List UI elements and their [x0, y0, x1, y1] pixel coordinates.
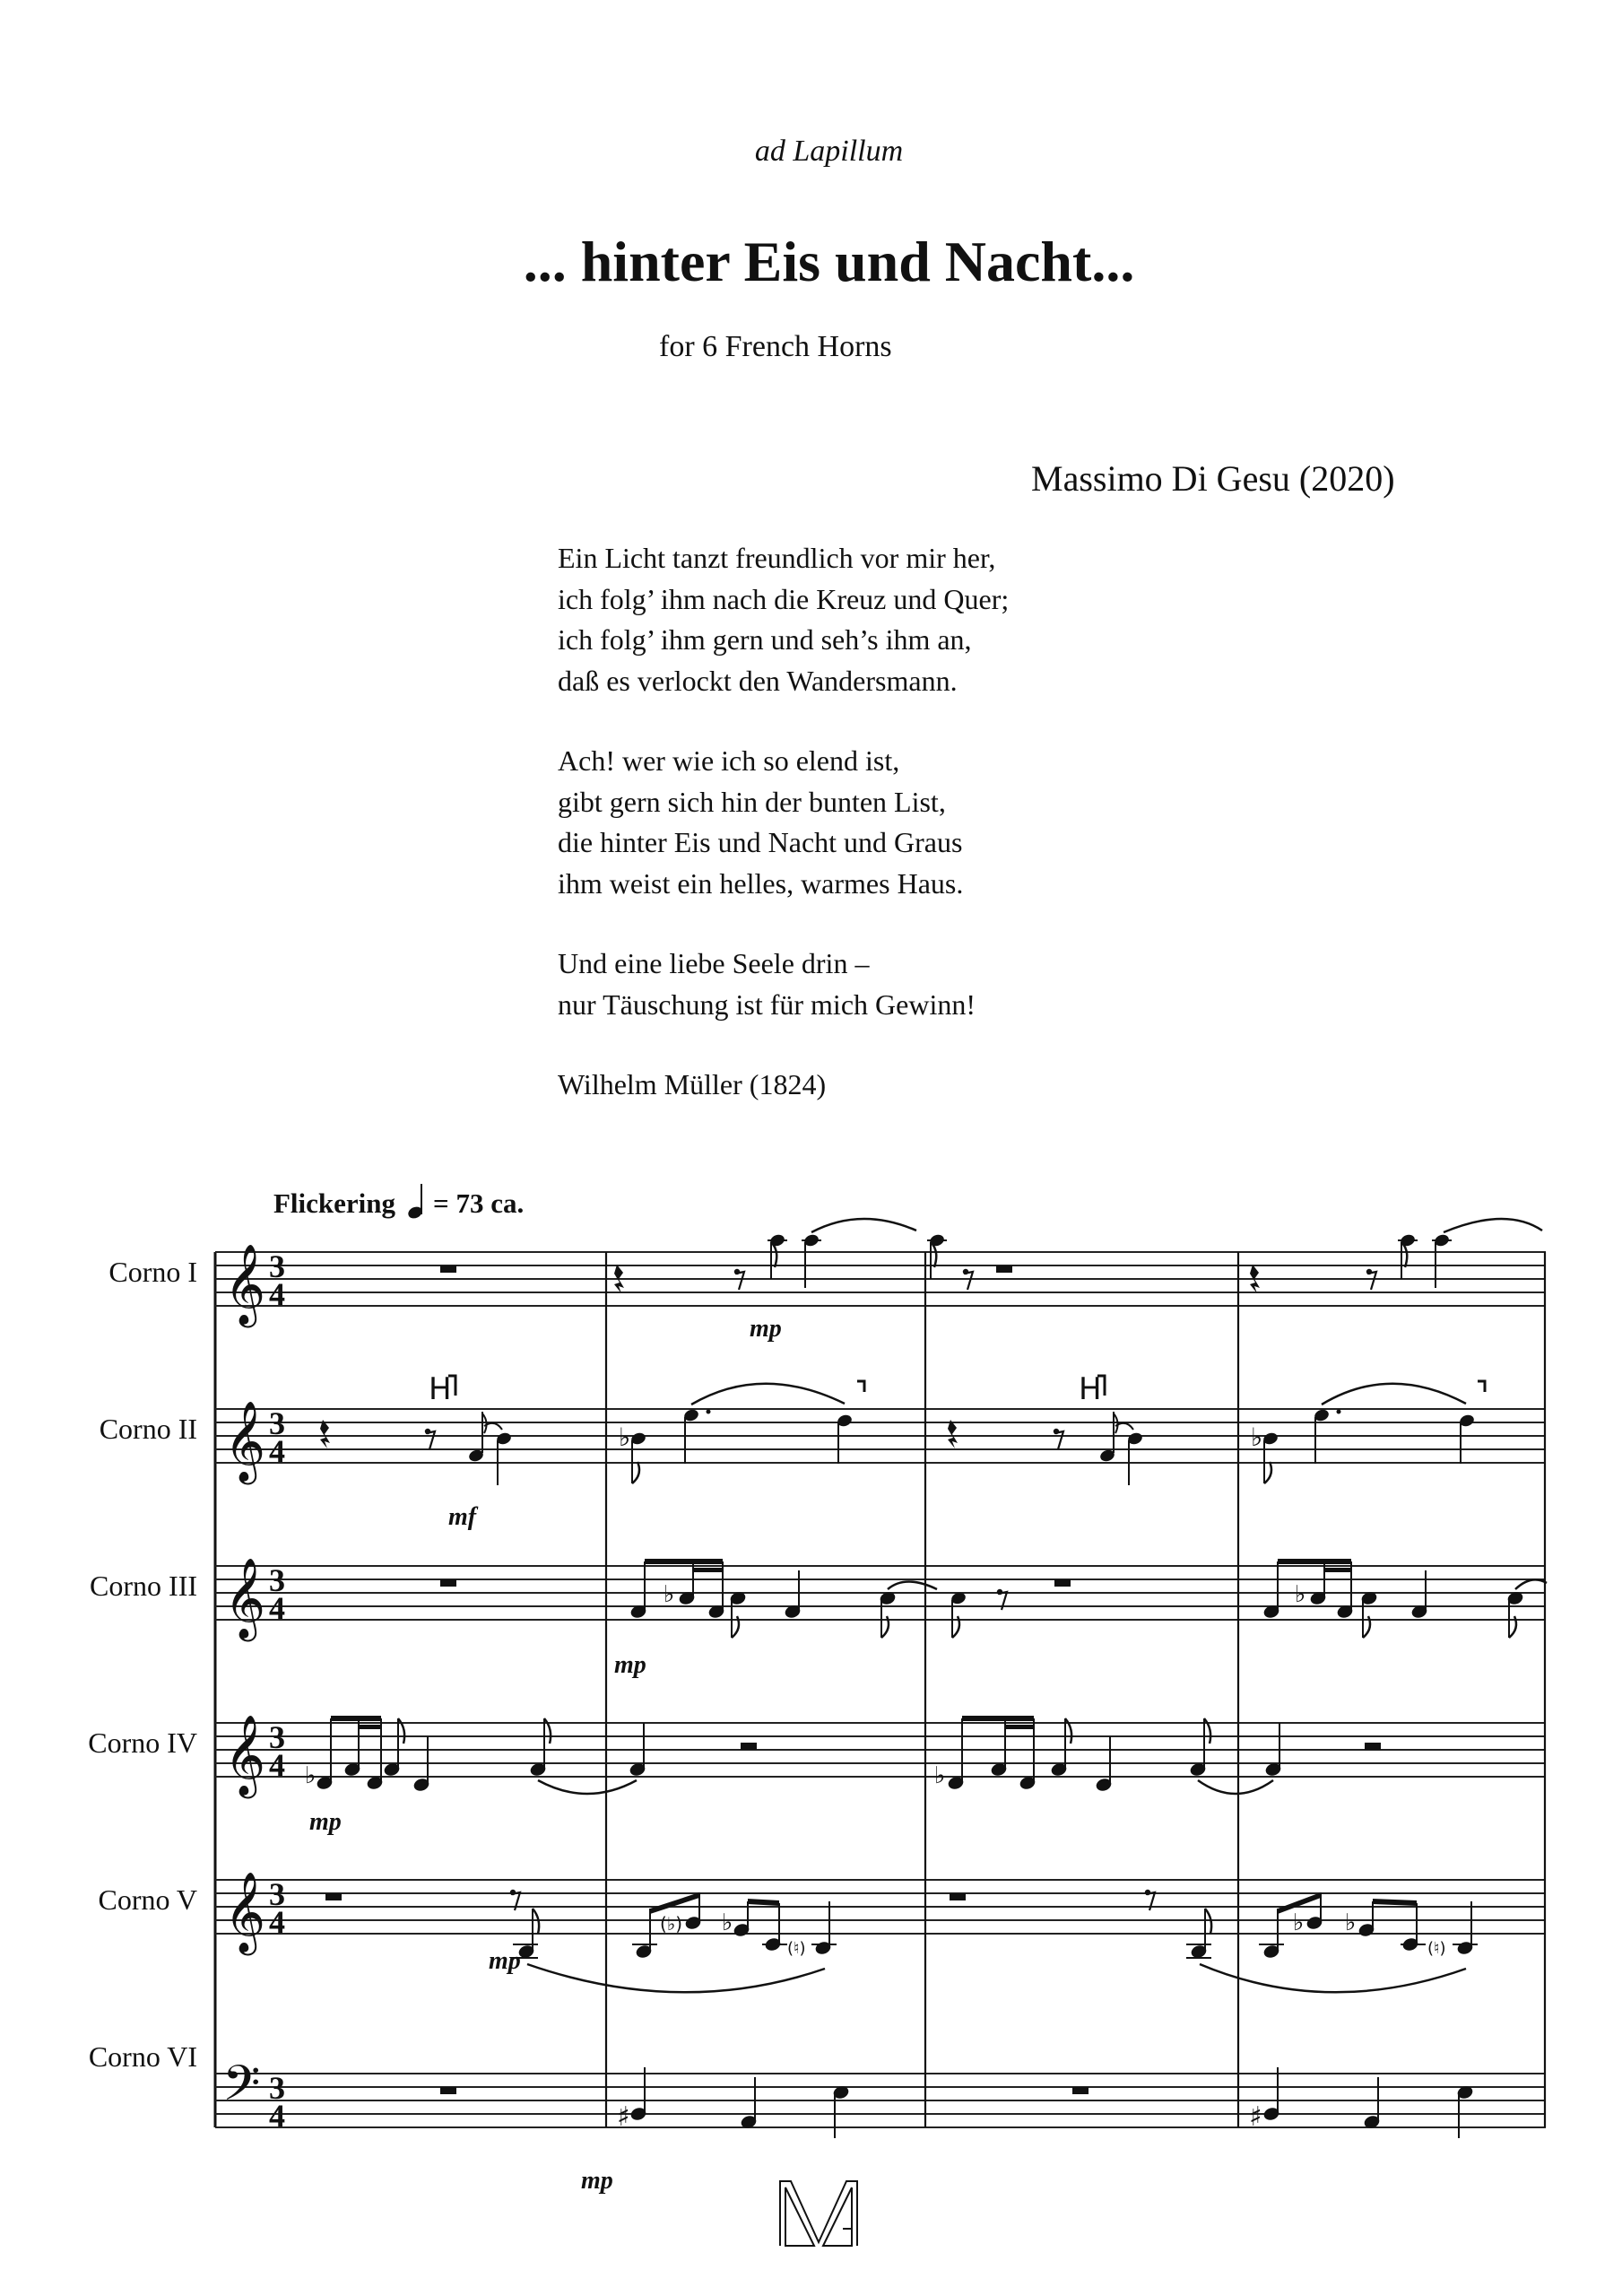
dynamic-mark: mp — [614, 1651, 646, 1679]
poem-line: ihm weist ein helles, warmes Haus. — [558, 866, 964, 900]
treble-clef-icon: 𝄞 — [224, 1715, 266, 1796]
poem-line: Und eine liebe Seele drin – — [558, 947, 870, 979]
svg-text:3: 3 — [269, 1405, 285, 1441]
hauptstimme-mark: H — [1079, 1371, 1102, 1407]
composer: Massimo Di Gesu (2020) — [1031, 458, 1395, 499]
poem-line: daß es verlockt den Wandersmann. — [558, 664, 958, 697]
instrument-label: Corno I — [108, 1256, 197, 1288]
svg-text:♭: ♭ — [722, 1909, 733, 1936]
svg-text:3: 3 — [269, 1248, 285, 1284]
mg-logo-icon — [778, 2179, 859, 2248]
treble-clef-icon: 𝄞 — [224, 1244, 266, 1325]
svg-text:♭: ♭ — [305, 1762, 317, 1789]
poem-line: gibt gern sich hin der bunten List, — [558, 785, 946, 818]
instrument-label: Corno II — [99, 1413, 197, 1445]
treble-clef-icon: 𝄞 — [224, 1872, 266, 1952]
svg-text:♭: ♭ — [1295, 1581, 1306, 1608]
svg-text:♯: ♯ — [1249, 2101, 1262, 2133]
instrument-label: Corno IV — [88, 1726, 197, 1759]
svg-text:4: 4 — [269, 1904, 285, 1940]
svg-text:3: 3 — [269, 1562, 285, 1598]
poem-line: ich folg’ ihm gern und seh’s ihm an, — [558, 623, 972, 656]
svg-text:♭: ♭ — [1345, 1909, 1357, 1936]
svg-text:♭: ♭ — [1293, 1909, 1305, 1936]
hauptstimme-mark: H — [429, 1371, 452, 1407]
poem-line: nur Täuschung ist für mich Gewinn! — [558, 987, 976, 1021]
poem-line: ich folg’ ihm nach die Kreuz und Quer; — [558, 582, 1010, 615]
svg-text:(♮): (♮) — [1427, 1939, 1446, 1958]
svg-text:3: 3 — [269, 2070, 285, 2106]
page-title: ... hinter Eis und Nacht... — [523, 230, 1135, 293]
svg-text:3: 3 — [269, 1719, 285, 1755]
dynamic-mark: mp — [309, 1808, 342, 1836]
svg-text:♭: ♭ — [664, 1581, 675, 1608]
svg-text:(♭): (♭) — [660, 1913, 683, 1935]
svg-text:♭: ♭ — [934, 1762, 946, 1789]
dedication: ad Lapillum — [754, 135, 904, 168]
treble-clef-icon: 𝄞 — [224, 1401, 266, 1482]
dynamic-mark: mf — [448, 1503, 477, 1531]
instrument-label: Corno VI — [88, 2040, 197, 2073]
svg-text:4: 4 — [269, 1433, 285, 1469]
svg-text:4: 4 — [269, 2098, 285, 2134]
tempo-value: = 73 ca. — [433, 1187, 525, 1219]
dynamic-mark: mp — [750, 1315, 782, 1343]
svg-text:(♮): (♮) — [787, 1939, 806, 1958]
bass-clef-icon: 𝄢 — [222, 2055, 261, 2124]
subtitle: for 6 French Horns — [659, 330, 892, 363]
flat-icon: ♭ — [619, 1422, 631, 1452]
poem-line: die hinter Eis und Nacht und Graus — [558, 826, 963, 858]
svg-text:3: 3 — [269, 1876, 285, 1912]
dynamic-mark: mp — [489, 1947, 521, 1975]
tempo-text: Flickering — [273, 1187, 396, 1219]
instrument-label: Corno V — [98, 1883, 197, 1916]
poem-line: Ein Licht tanzt freundlich vor mir her, — [558, 542, 996, 574]
treble-clef-icon: 𝄞 — [224, 1558, 266, 1639]
svg-text:♯: ♯ — [617, 2101, 630, 2133]
svg-text:4: 4 — [269, 1747, 285, 1783]
dynamic-mark: mp — [581, 2167, 613, 2195]
svg-text:4: 4 — [269, 1276, 285, 1312]
instrument-label: Corno III — [90, 1570, 197, 1602]
poem-author: Wilhelm Müller (1824) — [558, 1068, 827, 1100]
svg-text:4: 4 — [269, 1590, 285, 1626]
flat-icon: ♭ — [1251, 1422, 1263, 1452]
poem-line: Ach! wer wie ich so elend ist, — [558, 744, 900, 777]
